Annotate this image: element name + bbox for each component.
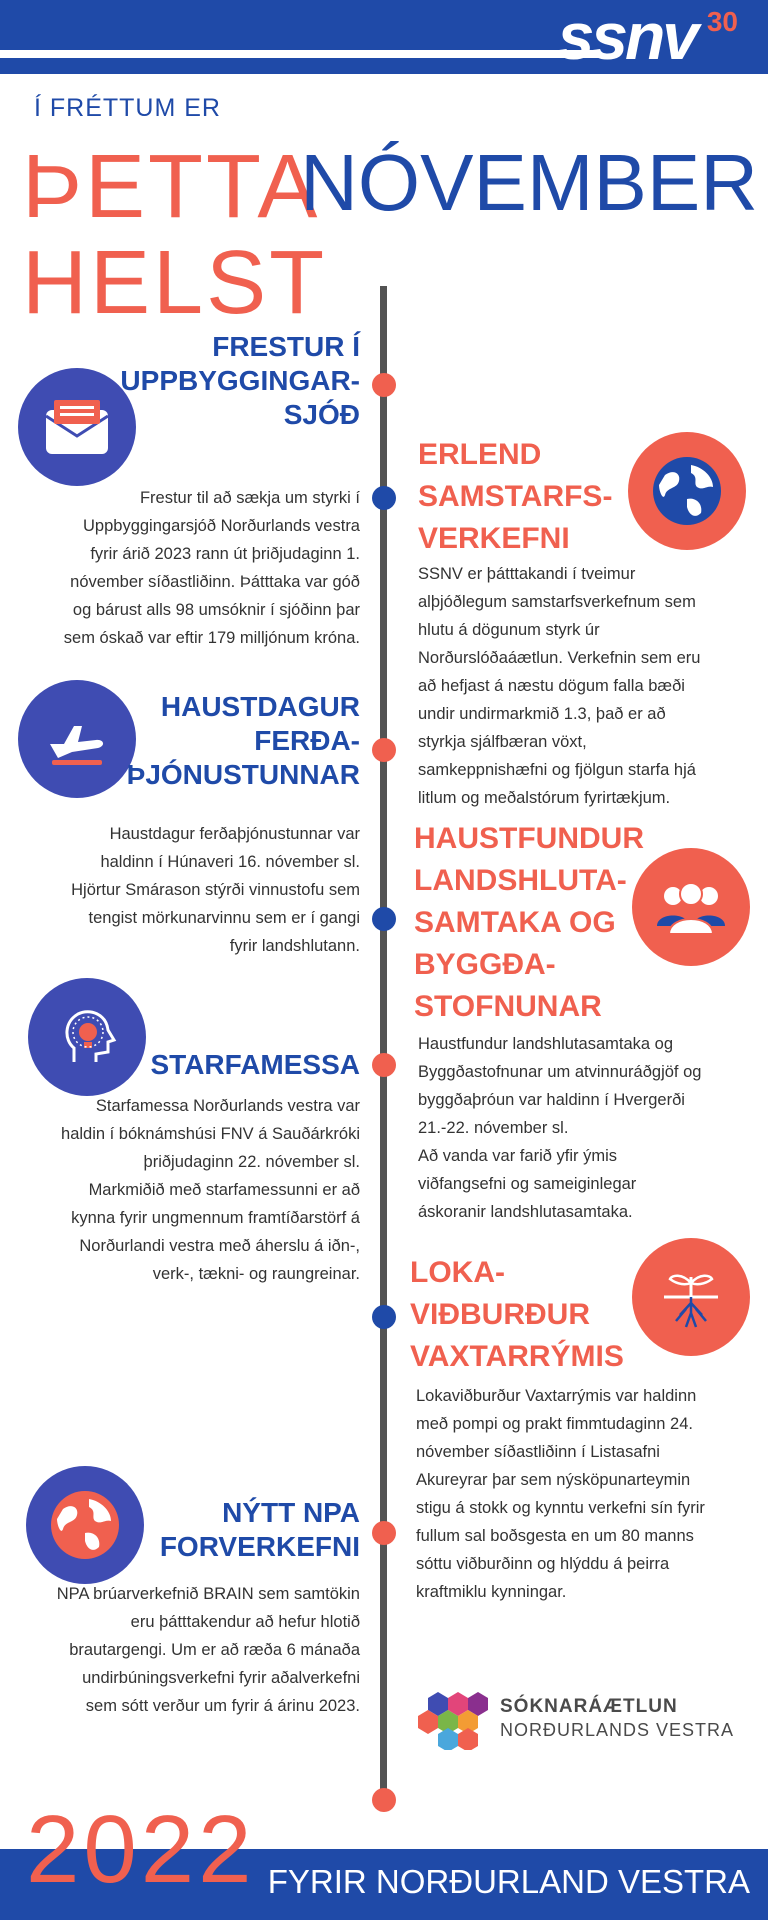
- item-body-lokavidburdur: Lokaviðburður Vaxtarrýmis var haldinn með pompi og prakt fimmtudaginn 24. nóvember síðastliðinn í Listasafni Akureyrar þar sem nýsköpunarteymin stigu á stokk og kynntu verkefni sín fyrir fullum sal boðsgesta en um 80 manns sóttu viðburðinn og hlýddu á þeirra kraftmiklu kynningar.: [416, 1387, 705, 1601]
- timeline-dot: [372, 486, 396, 510]
- item-body-starfamessa: Starfamessa Norðurlands vestra var haldin í bóknámshúsi FNV á Sauðárkróki þriðjudaginn 22. nóvember sl. Markmiðið með starfamessunni er að kynna fyrir ungmennum framtíðarstörf á Norðurlandi vestra með áherslu á iðn-, verk-, tækni- og raungreinar.: [61, 1097, 360, 1283]
- item-heading-erlend: ERLEND SAMSTARFS- VERKEFNI: [418, 438, 613, 555]
- footer-year: 2022: [26, 1796, 256, 1903]
- partner-name-line-2: NORÐURLANDS VESTRA: [500, 1720, 735, 1740]
- item-body-erlend: SSNV er þátttakandi í tveimur alþjóðlegum samstarfsverkefnum sem hlutu á dögunum styrk úr Norðurslóðaáætlun. Verkefnin sem eru að hefjast á næstu dögum falla bæði undir undirmarkmið 1.3, það er að styrkja sjálfbæran vöxt, samkeppnishæfni og fjölgun starfa hjá litlum og meðalstórum fyrirtækjum.: [418, 565, 701, 807]
- month-title: NÓVEMBER: [300, 138, 758, 227]
- item-heading-frestur: FRESTUR Í UPPBYGGINGAR- SJÓÐ: [120, 331, 360, 430]
- ssnv-logo-anniversary: 30: [706, 6, 738, 37]
- timeline-dot: [372, 1788, 396, 1812]
- timeline-dot: [372, 907, 396, 931]
- footer-tagline: FYRIR NORÐURLAND VESTRA: [267, 1863, 750, 1900]
- item-body-frestur: Frestur til að sækja um styrki í Uppbyggingarsjóð Norðurlands vestra fyrir árið 2023 rann út þriðjudaginn 1. nóvember síðastliðinn. Þátttaka var góð og bárust alls 98 umsóknir í sjóðinn þar sem óskað var eftir 179 milljónum króna.: [63, 489, 360, 647]
- item-heading-npa: NÝTT NPA FORVERKEFNI: [159, 1497, 360, 1562]
- item-heading-lokavidburdur: LOKA- VIÐBURÐUR VAXTARRÝMIS: [410, 1256, 624, 1373]
- page-title-line-1: ÞETTA: [22, 137, 321, 237]
- timeline-dot: [372, 1521, 396, 1545]
- timeline-dot: [372, 1053, 396, 1077]
- item-heading-starfamessa: STARFAMESSA: [150, 1049, 360, 1080]
- kicker: Í FRÉTTUM ER: [34, 94, 221, 122]
- item-body-npa: NPA brúarverkefnið BRAIN sem samtökin eru þátttakendur að hefur hlotið brautargengi. Um er að ræða 6 mánaða undirbúningsverkefni fyrir aðalverkefni sem sótt verður um fyrir á árinu 2023.: [56, 1585, 360, 1715]
- timeline-dot: [372, 373, 396, 397]
- ssnv-logo: ssnv: [557, 0, 696, 73]
- item-body-haustfundur: Haustfundur landshlutasamtaka og Byggðastofnunar um atvinnuráðgjöf og byggðaþróun var haldinn í Hvergerði 21.-22. nóvember sl. Að vanda var farið yfir ýmis viðfangsefni og sameiginlegar áskoranir landshlutasamtaka.: [418, 1035, 702, 1221]
- globe-icon: [628, 432, 746, 550]
- item-heading-haustdagur: HAUSTDAGUR FERÐA- ÞJÓNUSTUNNAR: [126, 691, 360, 790]
- item-body-haustdagur: Haustdagur ferðaþjónustunnar var haldinn í Húnaveri 16. nóvember sl. Hjörtur Smárason stýrði vinnustofu sem tengist mörkunarvinnu sem er í gangi fyrir landshlutann.: [71, 825, 360, 955]
- item-heading-haustfundur: HAUSTFUNDUR LANDSHLUTA- SAMTAKA OG BYGGÐA- STOFNUNAR: [414, 822, 644, 1023]
- partner-name-line-1: SÓKNARÁÆTLUN: [500, 1696, 678, 1717]
- timeline-dot: [372, 738, 396, 762]
- header-stripe: [0, 50, 600, 58]
- timeline-line: [380, 286, 387, 1802]
- timeline-dot: [372, 1305, 396, 1329]
- page-title-line-2: HELST: [22, 233, 328, 333]
